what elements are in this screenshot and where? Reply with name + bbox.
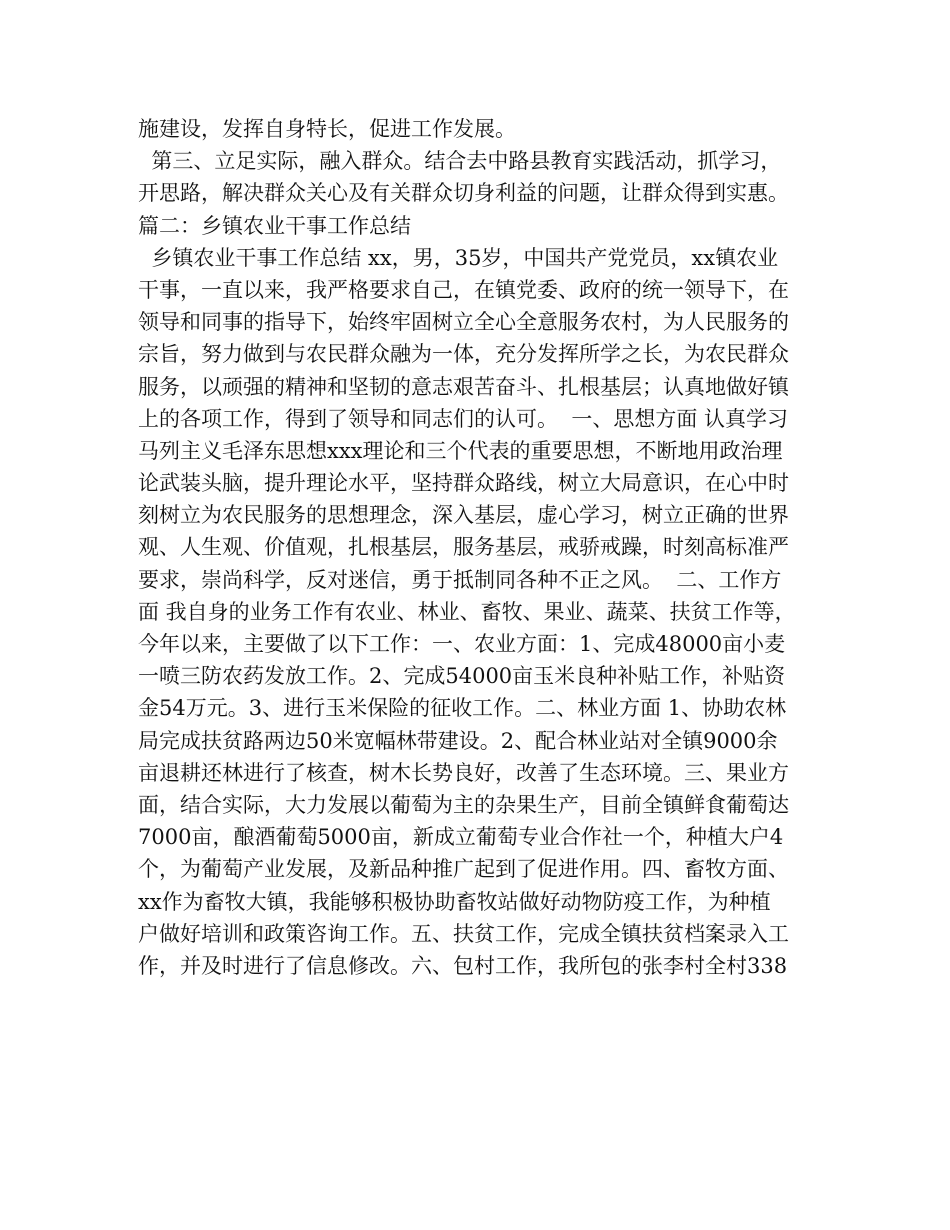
text-line: 论武装头脑，提升理论水平，坚持群众路线，树立大局意识，在心中时 — [138, 471, 789, 496]
text-line: 乡镇农业干事工作总结 xx，男，35岁，中国共产党党员，xx镇农业 — [138, 245, 779, 270]
text-line: 施建设，发挥自身特长，促进工作发展。 — [138, 117, 516, 141]
text-line: 7000亩，酿酒葡萄5000亩，新成立葡萄专业合作社一个，种植大户4 — [138, 825, 784, 850]
text-line: 马列主义毛泽东思想xxx理论和三个代表的重要思想，不断地用政治理 — [138, 438, 783, 463]
text-line: 亩退耕还林进行了核查，树木长势良好，改善了生态环境。三、果业方 — [138, 760, 789, 785]
text-line: 第三、立足实际，融入群众。结合去中路县教育实践活动，抓学习， — [138, 149, 782, 174]
text-line: 面 我自身的业务工作有农业、林业、畜牧、果业、蔬菜、扶贫工作等， — [138, 599, 796, 624]
text-line: 干事，一直以来，我严格要求自己，在镇党委、政府的统一领导下，在 — [138, 277, 789, 302]
text-line: 领导和同事的指导下，始终牢固树立全心全意服务农村，为人民服务的 — [138, 310, 789, 335]
text-line: 局完成扶贫路两边50米宽幅林带建设。2、配合林业站对全镇9000余 — [138, 728, 778, 753]
text-line: 观、人生观、价值观，扎根基层，服务基层，戒骄戒躁，时刻高标准严 — [138, 535, 789, 560]
text-line: 上的各项工作，得到了领导和同志们的认可。 一、思想方面 认真学习 — [138, 406, 789, 431]
text-line: 服务，以顽强的精神和坚韧的意志艰苦奋斗、扎根基层；认真地做好镇 — [138, 374, 789, 399]
text-line: 要求，崇尚科学，反对迷信，勇于抵制同各种不正之风。 二、工作方 — [138, 567, 782, 592]
text-line: 刻树立为农民服务的思想理念，深入基层，虚心学习，树立正确的世界 — [138, 503, 789, 528]
text-line: 金54万元。3、进行玉米保险的征收工作。二、林业方面 1、协助农林 — [138, 696, 787, 721]
text-line: 个，为葡萄产业发展，及新品种推广起到了促进作用。四、畜牧方面、 — [138, 857, 789, 882]
text-line: xx作为畜牧大镇，我能够积极协助畜牧站做好动物防疫工作，为种植 — [138, 889, 771, 914]
text-line: 户做好培训和政策咨询工作。五、扶贫工作，完成全镇扶贫档案录入工 — [138, 921, 789, 946]
text-line: 一喷三防农药发放工作。2、完成54000亩玉米良种补贴工作，补贴资 — [138, 664, 786, 689]
text-line: 宗旨，努力做到与农民群众融为一体，充分发挥所学之长，为农民群众 — [138, 342, 789, 367]
text-line: 作，并及时进行了信息修改。六、包村工作，我所包的张李村全村338 — [138, 953, 788, 978]
text-line: 面，结合实际，大力发展以葡萄为主的杂果生产，目前全镇鲜食葡萄达 — [138, 792, 789, 817]
text-line: 开思路，解决群众关心及有关群众切身利益的问题，让群众得到实惠。 — [138, 181, 789, 206]
text-line: 今年以来，主要做了以下工作：一、农业方面：1、完成48000亩小麦 — [138, 632, 786, 656]
document-body — [138, 113, 828, 982]
section-heading: 篇二：乡镇农业干事工作总结 — [138, 213, 411, 238]
